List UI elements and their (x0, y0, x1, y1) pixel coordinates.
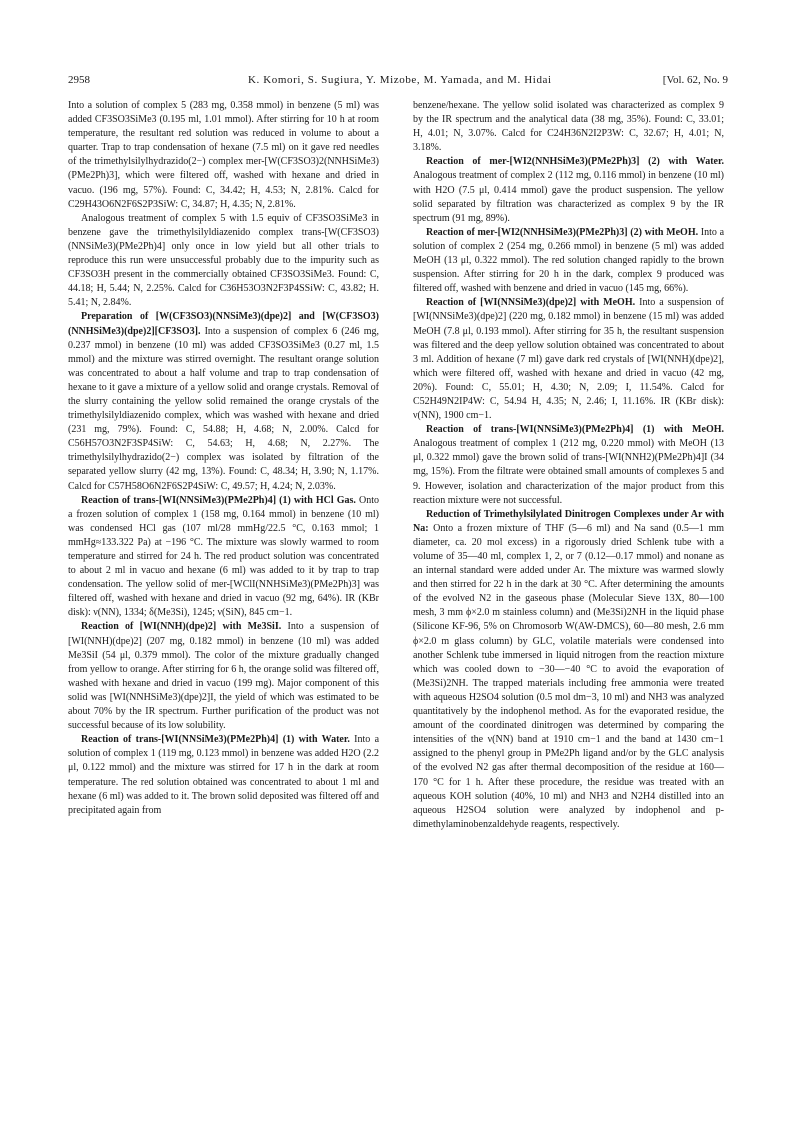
section-heading: Reaction of mer-[WI2(NNHSiMe3)(PMe2Ph)3] (2) with MeOH. (426, 226, 699, 238)
running-header (68, 72, 728, 88)
paragraph-text: Into a suspension of [WI(NNH)(dpe)2] (207 mg, 0.182 mmol) in benzene (10 ml) was added Me3SiI (54 μl, 0.379 mmol). The color of the mixture gradually changed from yellow to orange. After stirring for 6 h, the orange solid was filtered off, washed with hexane and dried in vacuo (199 mg). Major component of this solid was [WI(NNHSiMe3)(dpe)2]I, the yield of which was estimated to be about 70% by the IR spectrum. Further purification of the product was not successful because of its low solubility. (68, 621, 379, 732)
section-heading: Preparation of [W(CF3SO3)(NNSiMe3)(dpe)2] and [W(CF3SO3)(NNHSiMe3)(dpe)2][CF3SO3]. (68, 311, 379, 337)
paragraph (68, 99, 379, 212)
volume-info: [Vol. 62, No. 9 (662, 74, 728, 86)
left-column (68, 99, 379, 818)
page-number: 2958 (68, 74, 90, 86)
paragraph (68, 212, 379, 311)
paragraph-text: Into a solution of complex 2 (254 mg, 0.266 mmol) in benzene (5 ml) was added MeOH (13 μl, 0.322 mmol). The red solution changed rapidly to the brown suspension. After stirring for 20 h in the dark, complex 9 produced was filtered off, washed with benzene and dried in vacuo (145 mg, 66%). (413, 226, 725, 295)
paragraph-text: Analogous treatment of complex 5 with 1.5 equiv of CF3SO3SiMe3 in benzene gave the trimethylsilyldiazenido complex trans-[W(CF3SO3)(NNSiMe3)(PMe2Ph)4] only once in low yield but all other trials to reproduce this run were unsuccessful probably due to the impurity such as CF3SO3H present in the commercially obtained CF3SO3SiMe3. Found: C, 44.18; H, 5.44; N, 2.25%. Calcd for C36H53O3N2F3P4SSiW: C, 43.82; H. 5.41; N, 2.84%. (68, 212, 379, 309)
author-line: K. Komori, S. Sugiura, Y. Mizobe, M. Yamada, and M. Hidai (248, 74, 552, 86)
paragraph-text: Onto a frozen mixture of THF (5—6 ml) and Na sand (0.5—1 mm diameter, ca. 20 mol excess) in a rigorously dried Schlenk tube with a volume of 35—40 ml, complex 1, 2, or 7 (0.12—0.17 mmol) and nonane as an internal standard were added under Ar. The mixture was warmed slowly and then stirred for 22 h in the dark at 30 °C. After determining the amounts of the evolved N2 in the gaseous phase (Molecular Sieve 13X, 80—100 mesh, 3 mm ϕ×2.0 m stainless column) and (Me3Si)2NH in the liquid phase (Silicone KF-96, 5% on Chromosorb W(AW-DMCS), 60—80 mesh, 2.6 mm ϕ×2.0 m glass column) by GLC, volatile materials were condensed into another Schlenk tube immersed in liquid nitrogen from the reaction mixture which was cooled down to −30—−40 °C to avoid the evaporation of (Me3Si)2NH. The trapped materials including free ammonia were treated with aqueous H2SO4 solution (0.5 mol dm−3, 10 ml) and NH3 was analyzed quantitatively by the indophenol method. As for the evaporated residue, the amount of the coordinated dinitrogen was determined by comparing the intensities of the ν(NN) band at 1910 cm−1 and the band at 1430 cm−1 assigned to the phenyl group in PMe2Ph ligand and/or by the GLC analysis of the evolved N2 gas after thermal decomposition of the residue at 160—170 °C for 1 h. After these procedure, the residue was treated with an aqueous KOH solution (40%, 10 ml) and NH3 and N2H4 distilled into an aqueous H2SO4 solution were analyzed by indophenol and p-dimethylaminobenzaldehyde reagents, respectively. (413, 522, 724, 830)
paragraph-text: Onto a frozen solution of complex 1 (158 mg, 0.164 mmol) in benzene (10 ml) was condensed HCl gas (107 ml/28 mmHg/22.5 °C, 0.163 mmol; 1 mmHg≈133.322 Pa) at −196 °C. The mixture was slowly warmed to room temperature and stirred for 24 h. The red product solution was concentrated to about 2 ml in vacuo and hexane (6 ml) was added to it by trap to trap condensation. The yellow solid of mer-[WClI(NNHSiMe3)(PMe2Ph)3] was filtered off, washed with hexane and dried in vacuo (92 mg, 64%). IR (KBr disk): ν(NN), 1334; δ(Me3Si), 1245; ν(SiN), 845 cm−1. (68, 494, 379, 619)
section-heading: Reaction of [WI(NNH)(dpe)2] with Me3SiI. (81, 621, 282, 633)
paragraph-text: Into a suspension of [WI(NNSiMe3)(dpe)2] (220 mg, 0.182 mmol) in benzene (15 ml) was added MeOH (7.8 μl, 0.193 mmol). After stirring for 35 h, the resultant suspension was filtered and the deep yellow solution obtained was concentrated to about 3 ml. Addition of hexane (7 ml) gave dark red crystals of [WI(NNH)(dpe)2], which were filtered off, washed with hexane and dried in vacuo (42 mg, 20%). Found: C, 55.01; H, 4.30; N, 2.09; I, 11.54%. Calcd for C52H49N2IP4W: C, 54.94 H, 4.35; N, 2.46; I, 11.16%. IR (KBr disk): ν(NN), 1900 cm−1. (413, 297, 724, 422)
paragraph (68, 494, 379, 621)
paragraph (68, 733, 379, 818)
section-heading: Reduction of Trimethylsilylated Dinitrogen Complexes under Ar with Na: (413, 508, 724, 534)
section-heading: Reaction of trans-[WI(NNSiMe3)(PMe2Ph)4] (1) with HCl Gas. (81, 494, 356, 506)
paragraph-text: benzene/hexane. The yellow solid isolated was characterized as complex 9 by the IR spectrum and the analytical data (38 mg, 35%). Found: C, 33.01; H, 4.01; N, 3.07%. Calcd for C24H36N2I2P3W: C, 32.67; H, 4.01; N, 3.18%. (413, 100, 724, 154)
paragraph-text: Into a suspension of complex 6 (246 mg, 0.237 mmol) in benzene (10 ml) was added CF3SO3SiMe3 (0.27 ml, 1.5 mmol) and the mixture was stirred overnight. The resultant orange solution was concentrated to about a half volume and trap to trap condensation of hexane to it gave a mixture of a yellow solid and orange crystals. Removal of the slurry containing the yellow solid remained the orange crystals of the trimethylsilyldiazenido complex, which was washed with hexane and dried (231 mg, 79%). Found: C, 54.88; H, 4.68; N, 2.00%. Calcd for C56H57O3N2F3SP4SiW: C, 54.63; H, 4.68; N, 2.27%. The trimethylsilylhydrazido(2−) complex was isolated by filtration of the separated yellow slurry (42 mg, 13%). Found: C, 48.34; H, 3.90; N, 1.17%. Calcd for C57H58O6N2F6S2P4SiW: C, 49.57; H, 4.24; N, 2.03%. (68, 325, 380, 492)
section-heading: Reaction of trans-[WI(NNSiMe3)(PMe2Ph)4] (1) with Water. (81, 734, 350, 746)
paragraph (68, 620, 379, 733)
section-heading: Reaction of trans-[WI(NNSiMe3)(PMe2Ph)4] (1) with MeOH. (426, 424, 724, 436)
paragraph (413, 99, 724, 155)
paragraph-text: Into a solution of complex 5 (283 mg, 0.358 mmol) in benzene (5 ml) was added CF3SO3SiMe3 (0.195 ml, 1.01 mmol). After stirring for 10 h at room temperature, the resultant red solution was reduced in volume to about a quarter. Trap to trap condensation of hexane (7.5 ml) on it gave red needles of the trimethylsilylhydrazido(2−) complex mer-[W(CF3SO3)2(NNHSiMe3)(PMe2Ph)3], which were filtered off, washed with hexane and dried in vacuo. (196 mg, 57%). Found: C, 34.42; H, 4.53; N, 2.81%. Calcd for C29H43O6N2F6S2P3SiW: C, 34.87; H, 4.35; N, 2.81%. (68, 100, 379, 210)
paragraph (413, 155, 724, 225)
section-heading: Reaction of [WI(NNSiMe3)(dpe)2] with MeOH. (426, 297, 636, 309)
section-heading: Reaction of mer-[WI2(NNHSiMe3)(PMe2Ph)3] (2) with Water. (426, 156, 724, 168)
paragraph (68, 310, 379, 493)
paragraph (413, 423, 724, 508)
paragraph (413, 508, 724, 832)
paragraph (413, 226, 724, 296)
paragraph-text: Into a solution of complex 1 (119 mg, 0.123 mmol) in benzene was added H2O (2.2 μl, 0.122 mmol) and the mixture was stirred for 17 h in the dark at room temperature. The red solution obtained was concentrated to about 1 ml and hexane (6 ml) was added to it. The brown solid deposited was filtered off and precipitated again from (68, 734, 380, 816)
right-column (413, 99, 724, 832)
paragraph-text: Analogous treatment of complex 2 (112 mg, 0.116 mmol) in benzene (10 ml) with H2O (7.5 μl, 0.414 mmol) gave the product suspension. The yellow solid separated by filtration was characterized as complex 9 by the IR spectrum (91 mg, 89%). (413, 170, 724, 224)
paragraph (413, 296, 724, 423)
paragraph-text: Analogous treatment of complex 1 (212 mg, 0.220 mmol) with MeOH (13 μl, 0.322 mmol) gave the brown solid of trans-[WI(NNH2)(PMe2Ph)4]I (34 mg, 15%). From the filtrate were obtained small amounts of complexes 5 and 9. However, isolation and characterization of the major product from this reaction mixture were not successful. (413, 438, 724, 506)
